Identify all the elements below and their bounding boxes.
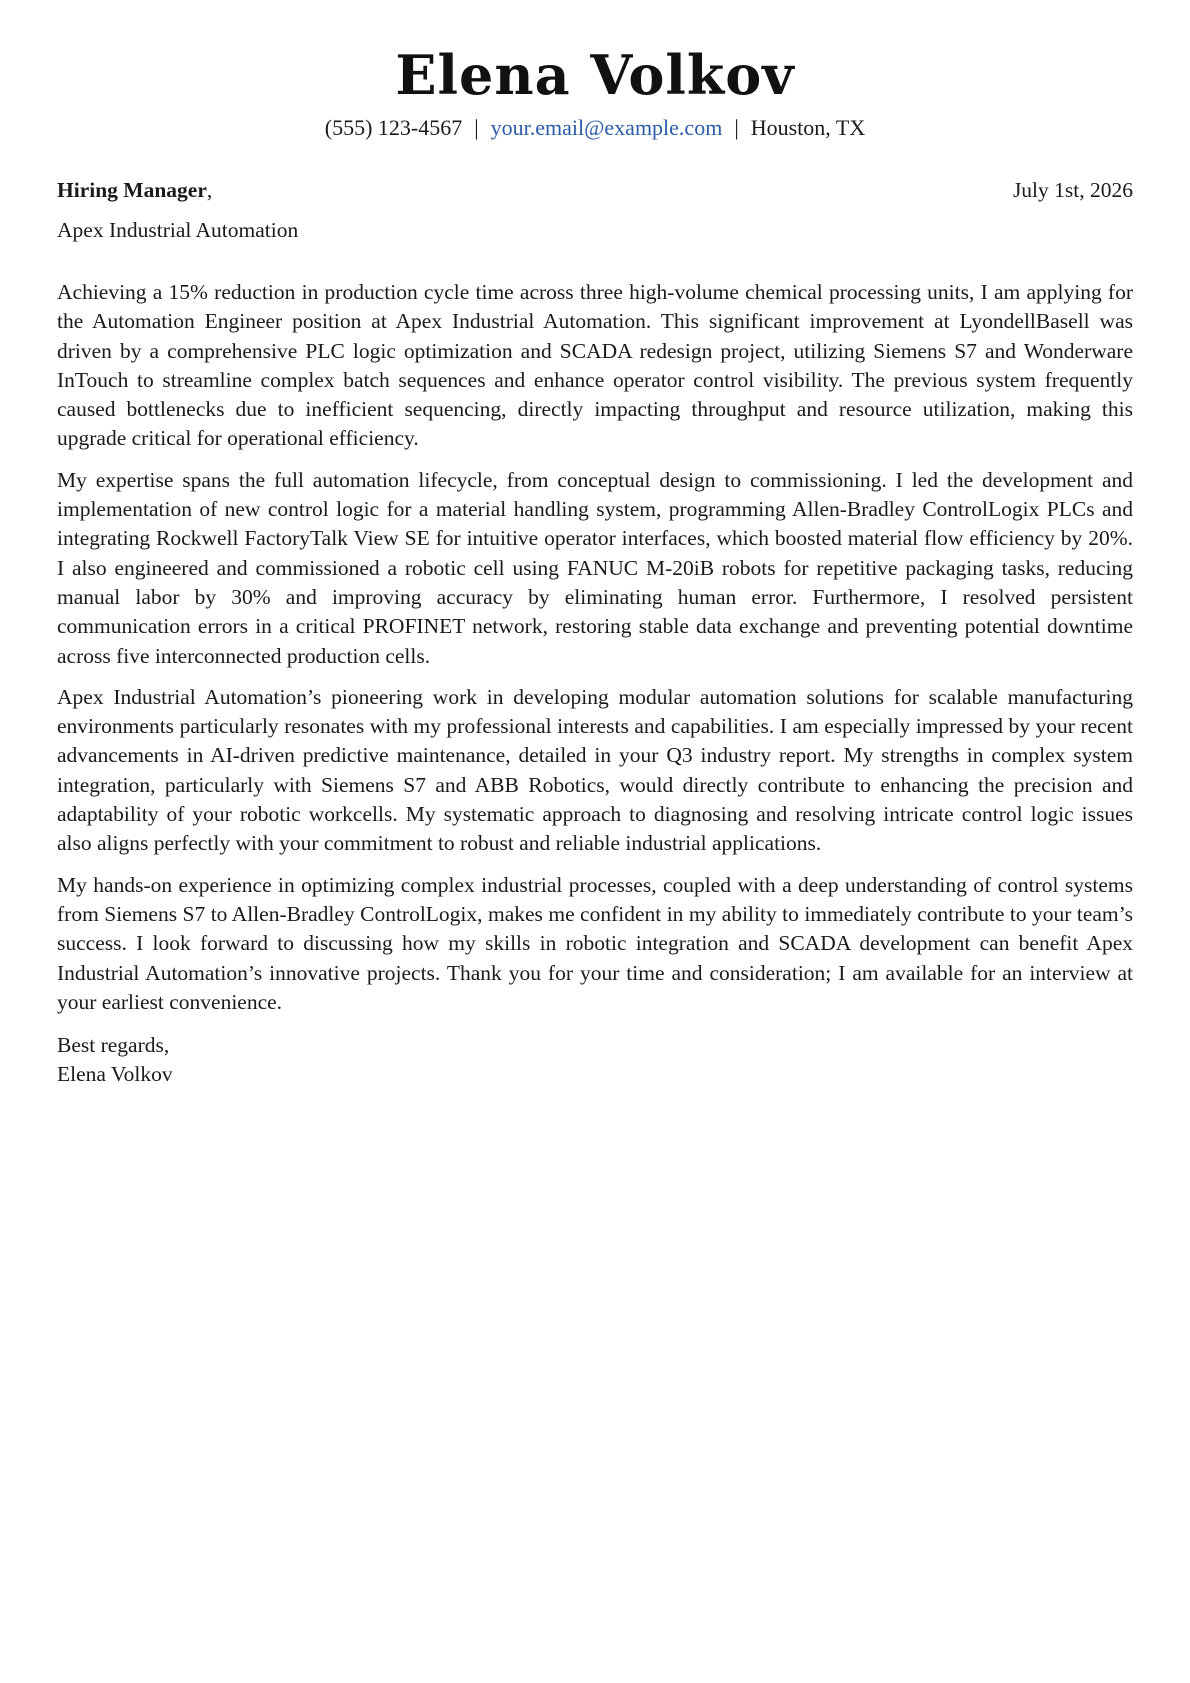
contact-line	[57, 114, 1133, 142]
body-paragraph: Apex Industrial Automation’s pioneering work in developing modular automation solutions for scalable manufacturing environments particularly resonates with my professional interests and capabilities. I am especially impressed by your recent advancements in AI-driven predictive maintenance, detailed in your Q3 industry report. My strengths in complex system integration, particularly with Siemens S7 and ABB Robotics, would directly contribute to enhancing the precision and adaptability of your robotic workcells. My systematic approach to diagnosing and resolving intricate control logic issues also aligns perfectly with your commitment to robust and reliable industrial applications.	[57, 684, 1133, 856]
signature-name: Elena Volkov	[57, 1062, 173, 1087]
recipient-name: Hiring Manager	[57, 178, 207, 202]
letter-body	[57, 278, 1133, 1017]
recipient-company: Apex Industrial Automation	[57, 218, 299, 242]
contact-separator: |	[734, 115, 739, 140]
recipient-date-row	[57, 176, 1133, 204]
letter-closing	[57, 1031, 1133, 1089]
contact-separator: |	[474, 115, 479, 140]
recipient-name-suffix: ,	[206, 178, 213, 202]
phone-number: (555) 123-4567	[324, 115, 463, 140]
applicant-name: Elena Volkov	[395, 43, 795, 107]
body-paragraph: My hands-on experience in optimizing complex industrial processes, coupled with a deep understanding of control systems from Siemens S7 to Allen-Bradley ControlLogix, makes me confident in my ability to immediately contribute to your team’s success. I look forward to discussing how my skills in robotic integration and SCADA development can benefit Apex Industrial Automation’s innovative projects. Thank you for your time and consideration; I am available for an interview at your earliest convenience.	[57, 872, 1133, 1014]
letter-date: July 1st, 2026	[1012, 178, 1133, 202]
body-paragraph: Achieving a 15% reduction in production cycle time across three high-volume chemical processing units, I am applying for the Automation Engineer position at Apex Industrial Automation. This significant improvement at LyondellBasell was driven by a comprehensive PLC logic optimization and SCADA redesign project, utilizing Siemens S7 and Wonderware InTouch to streamline complex batch sequences and enhance operator control visibility. The previous system frequently caused bottlenecks due to inefficient sequencing, directly impacting throughput and resource utilization, making this upgrade critical for operational efficiency.	[57, 280, 1133, 451]
recipient-salutation	[57, 176, 212, 204]
email-link[interactable]: your.email@example.com	[490, 115, 723, 140]
closing-salutation: Best regards,	[57, 1033, 170, 1058]
body-paragraph: My expertise spans the full automation lifecycle, from conceptual design to commissioning. I led the development and implementation of new control logic for a material handling system, programming Allen-Bradley ControlLogix PLCs and integrating Rockwell FactoryTalk View SE for intuitive operator interfaces, which boosted material flow efficiency by 20%. I also engineered and commissioned a robotic cell using FANUC M-20iB robots for repetitive packaging tasks, reducing manual labor by 30% and improving accuracy by eliminating human error. Furthermore, I resolved persistent communication errors in a critical PROFINET network, restoring stable data exchange and preventing potential downtime across five interconnected production cells.	[57, 467, 1133, 668]
location: Houston, TX	[750, 115, 866, 140]
